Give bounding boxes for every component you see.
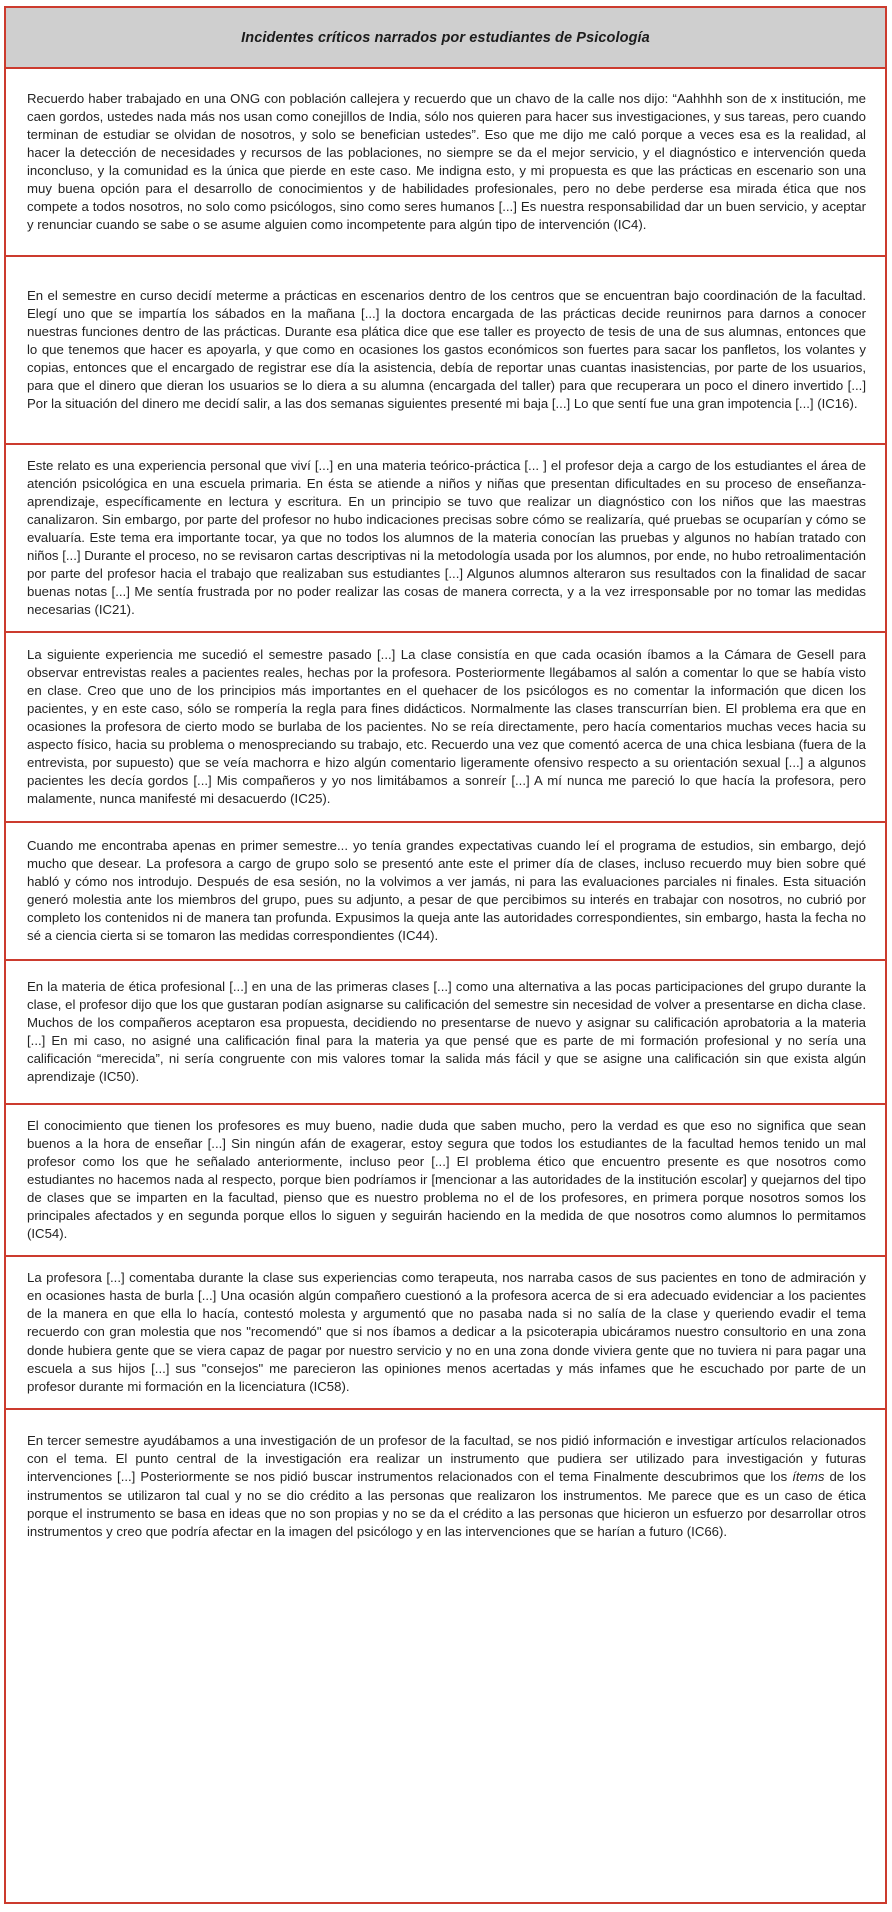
incident-text-ic25: La siguiente experiencia me sucedió el semestre pasado [...] La clase consistía en que cada ocasión íbamos a la Cámara de Gesell para observar entrevistas reales a pacientes reales, hechas por la profesora. Posteriormente llegábamos al salón a comentar lo que se había visto en clase. Creo que uno de los principios más importantes en el quehacer de los psicólogos es no comentar la información que dicen los pacientes, y en este caso, sólo se rompería la regla para fines didácticos. Normalmente las clases transcurrían bien. El problema era que en ocasiones la profesora de cierto modo se burlaba de los pacientes. No se reía directamente, pero hacía comentarios muchas veces hacia su aspecto físico, hacia su problema o menospreciando su trabajo, etc. Recuerdo una vez que comentó acerca de una chica lesbiana (fuera de la entrevista, por supuesto) que se veía machorra e hizo algún comentario ligeramente ofensivo respecto a su orientación sexual [...] a algunos pacientes les decía gordos [...] Mis compañeros y yo nos limitábamos a sonreír [...] A mí nunca me pareció lo que hacía la profesora, pero malamente, nunca manifesté mi desacuerdo (IC25). (27, 646, 866, 807)
incident-row-ic54 (6, 1105, 885, 1257)
incident-text-ic4: Recuerdo haber trabajado en una ONG con población callejera y recuerdo que un chavo de la calle nos dijo: “Aahhhh son de x institución, me caen gordos, ustedes nada más nos usan como conejillos de India, sólo nos quieren para hacer sus investigaciones, y sus tareas, pero cuando terminan de estudiar se olvidan de nosotros, y solo se benefician ustedes”. Eso que me dijo me caló porque a veces esa es la realidad, al hacer la detección de necesidades y recursos de las poblaciones, no siempre se da el mejor servicio, y el diagnóstico e intervención queda inconcluso, y la comunidad es la única que pierde en este caso. Me indigna esto, y mi propuesta es que las prácticas en escenario son una muy buena opción para el desarrollo de conocimientos y de habilidades profesionales, pero no debe perderse esa mirada ética que nos compete a todos nosotros, no solo como psicólogos, sino como seres humanos [...] Es nuestra responsabilidad dar un buen servicio, y aceptar y renunciar cuando se sabe o se asume alguien como incompetente para algún tipo de intervención (IC4). (27, 90, 866, 233)
incident-row-ic4 (6, 69, 885, 257)
incident-text-ic58: La profesora [...] comentaba durante la clase sus experiencias como terapeuta, nos narraba casos de sus pacientes en tono de admiración y en ocasiones hasta de burla [...] Una ocasión algún compañero cuestionó a la profesora acerca de si era adecuado evidenciar a los pacientes de la manera en que ella lo hacía, contestó molesta y argumentó que no pasaba nada si no salía de la clase y queriendo evadir el tema recuerdo con gran molestia que nos "recomendó" que si nos íbamos a dedicar a la psicoterapia ubicáramos nuestro consultorio en una zona donde hubiera gente que se viera capaz de pagar por nuestro servicio y no en una zona donde viviera gente que no tuviera ni para pagar una escuela a sus hijos [...] sus "consejos" me parecieron las opiniones menos acertadas y más infames que he escuchado por parte de un profesor durante mi formación en la licenciatura (IC58). (27, 1270, 866, 1394)
incident-text-ic21: Este relato es una experiencia personal que viví [...] en una materia teórico-práctica [... ] el profesor deja a cargo de los estudiantes el área de atención psicológica en una escuela primaria. En ésta se atiende a niños y niñas que presentan dificultades en su proceso de enseñanza-aprendizaje, específicamente en lectura y escritura. En un principio se tuvo que realizar un diagnóstico con los niños que las maestras canalizaron. Sin embargo, por parte del profesor no hubo indicaciones precisas sobre cómo se realizaría, qué pruebas se ocuparían y cómo se evaluaría. Este tema era importante tocar, ya que no todos los alumnos de la materia conocían las pruebas y algunos no habían tratado con niños [...] Durante el proceso, no se revisaron cartas descriptivas ni la metodología usada por los alumnos, por ende, no hubo retroalimentación por parte del profesor hacia el trabajo que realizaban sus estudiantes [...] Algunos alumnos alteraron sus resultados con la finalidad de sacar buenas notas [...] Me sentía frustrada por no poder realizar las cosas de manera correcta, y a la vez irresponsable por no tomar las medidas necesarias (IC21). (27, 457, 866, 618)
table-header (6, 8, 885, 69)
incident-text-ic44: Cuando me encontraba apenas en primer semestre... yo tenía grandes expectativas cuando leí el programa de estudios, sin embargo, dejó mucho que desear. La profesora a cargo de grupo solo se presentó ante este el primer día de clases, incluso recuerdo muy bien sobre qué habló y cómo nos introdujo. Después de esa sesión, no la volvimos a ver jamás, ni para las evaluaciones parciales ni finales. Esta situación generó molestia ante los miembros del grupo, pues su adjunto, a pesar de que percibimos su interés en trabajar con nosotros, no cubrió por completo los contenidos ni de manera tan profunda. Expusimos la queja ante las autoridades correspondientes, sin embargo, hasta la fecha no sé a ciencia cierta si se tomaron las medidas correspondientes (IC44). (27, 837, 866, 944)
incident-row-ic66 (6, 1410, 885, 1563)
incident-row-ic16 (6, 257, 885, 445)
table-title: Incidentes críticos narrados por estudiantes de Psicología (241, 29, 650, 46)
incident-row-ic25 (6, 633, 885, 823)
incidents-table (4, 6, 887, 1904)
incident-row-ic21 (6, 445, 885, 633)
incident-text-ic54: El conocimiento que tienen los profesores es muy bueno, nadie duda que saben mucho, pero la verdad es que eso no significa que sean buenos a la hora de enseñar [...] Sin ningún afán de exagerar, estoy segura que todos los estudiantes de la facultad hemos tenido un mal profesor como los que he señalado anteriormente, incluso peor [...] El problema ético que encuentro presente es que nosotros como estudiantes no hacemos nada al respecto, porque bien podríamos ir [mencionar a las autoridades de la institución escolar] y quejarnos del tipo de clases que se imparten en la facultad, pienso que es nuestro problema no el de los profesores, en primera porque nosotros somos los principales afectados y en segunda porque ellos lo siguen y seguirán haciendo en la medida de que nosotros como alumnos lo permitamos (IC54). (27, 1117, 866, 1242)
items-italic-word: ítems (792, 1469, 825, 1485)
incident-row-ic58 (6, 1257, 885, 1410)
incident-text-ic66-part1: En tercer semestre ayudábamos a una investigación de un profesor de la facultad, se nos pidió información e investigar artículos relacionados con el tema. El punto central de la investigación era realizar un instrumento que pudiera ser utilizado para investigación y futuras intervenciones [...] Posteriormente se nos pidió buscar instrumentos relacionados con el tema Finalmente descubrimos que los (27, 1433, 866, 1485)
incident-row-ic50 (6, 961, 885, 1105)
incident-text-ic66 (6, 1432, 885, 1541)
incident-text-ic66-part2: de los instrumentos se utilizaron tal cual y no se dio crédito a las personas que realizaron los instrumentos. Me parece que es un caso de ética porque el instrumento se basa en ideas que no son propias y no se da el crédito a las personas que hicieron un esfuerzo por desarrollar otros instrumentos y creo que podría afectar en la imagen del psicólogo y en las intervenciones que se harían a futuro (IC66). (27, 1469, 866, 1539)
incident-text-ic50: En la materia de ética profesional [...] en una de las primeras clases [...] como una alternativa a las pocas participaciones del grupo durante la clase, el profesor dijo que los que gustaran podían asignarse su calificación del semestre sin necesidad de volver a presentarse en dicha clase. Muchos de los compañeros aceptaron esa propuesta, decidiendo no presentarse de nuevo y asignar su calificación aprobatoria a la materia [...] En mi caso, no asigné una calificación final para la materia ya que pensé que es parte de mi formación profesional y no sería una calificación “merecida”, ni sería congruente con mis valores tomar la salida más fácil y que se asigne una calificación sin que exista algún aprendizaje (IC50). (27, 978, 866, 1085)
incident-row-ic44 (6, 823, 885, 961)
incident-text-ic16: En el semestre en curso decidí meterme a prácticas en escenarios dentro de los centros que se encuentran bajo coordinación de la facultad. Elegí uno que se impartía los sábados en la mañana [...] la doctora encargada de las prácticas decide reunirnos para darnos a conocer nuestras funciones dentro de las prácticas. Durante esa plática dice que ese taller es proyecto de tesis de una de sus alumnas, entonces que lo que tenemos que hacer es apoyarla, y que como en ocasiones los gastos económicos son fuertes para sacar los panfletos, los volantes y copias, entonces que el encargado de registrar ese día la asistencia, debía de reportar unas cuantas inasistencias, por parte de los usuarios, para que el dinero que dieran los usuarios se lo diera a su alumna (encargada del taller) para que recuperara un poco el dinero invertido [...] Por la situación del dinero me decidí salir, a las dos semanas siguientes presenté mi baja [...] Lo que sentí fue una gran impotencia [...] (IC16). (27, 287, 866, 412)
